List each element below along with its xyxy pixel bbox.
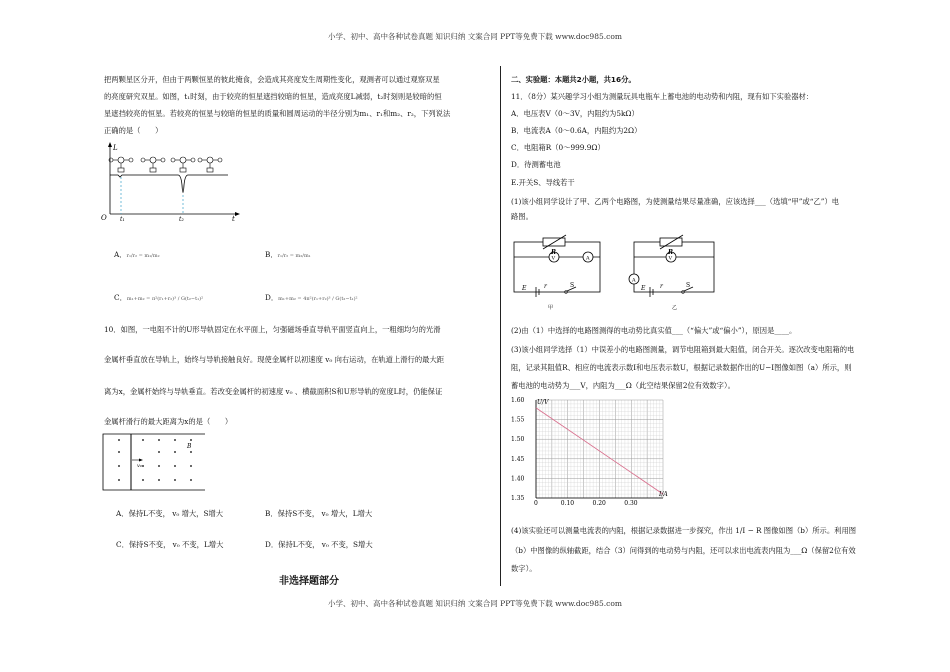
q9-option-d[interactable] (265, 293, 358, 303)
q9-xlabel: t (232, 215, 235, 222)
page-footer: 小学、初中、高中各种试卷真题 知识归纳 文案合同 PPT等免费下载 www.doc985.com (328, 599, 622, 608)
equipment-item: C．电阻箱R（0～999.9Ω） (511, 143, 605, 152)
u-i-chart (508, 394, 678, 506)
q10-text-line: 10．如图，一电阻不计的U形导轨固定在水平面上，匀强磁场垂直导轨平面竖直向上，一粗细均匀的光滑 (104, 325, 441, 334)
q10-b-label: B (187, 443, 192, 450)
equipment-item: B．电流表A（0～0.6A，内阻约为2Ω） (511, 126, 642, 135)
q9-option-d-expr: m₁+m₂ = 4π²(r₁+r₂)³ / G(t₂−t₁)² (278, 296, 358, 302)
circuit-diagrams (508, 232, 718, 312)
q11-part1-line: 路图。 (511, 212, 533, 221)
circuit-jia-caption: 甲 (548, 305, 554, 311)
q11-part3-line: 阻，记录其阻值R、相应的电流表示数I和电压表示数U，根据记录数据作出的U−I图像如图（a）所示，则 (511, 363, 852, 372)
q10-v0-label: v₀ (137, 463, 142, 469)
q11-part4-line: 数字）。 (511, 564, 537, 573)
q9-t1-label: t₁ (120, 216, 125, 222)
q10-text-line: 离为x，金属杆始终与导轨垂直。若改变金属杆的初速度 v₀ 、横截面积S和U形导轨的宽度L时，仍能保证 (104, 387, 443, 396)
q9-text-line: 的亮度研究双星。如图，t₁时刻，由于较亮的恒星遮挡较暗的恒星，造成亮度L减弱，t₂时刻则是较暗的恒 (104, 92, 442, 101)
q9-option-a-expr: r₁/r₂ = m₁/m₂ (126, 253, 160, 259)
chart-y-tick-label: 1.60 (511, 397, 525, 404)
q11-part4-line: （b）中图像的纵轴截距，结合（3）问得到的电动势与内阻，还可以求出电流表内阻为___Ω（保留2位有效 (511, 546, 856, 555)
q10-rail-figure (101, 432, 209, 492)
q10-option-d[interactable]: D．保持L不变， v₀ 不变，S增大 (265, 540, 373, 549)
chart-y-tick-label: 1.40 (511, 475, 525, 483)
q9-option-a[interactable] (114, 250, 160, 260)
q9-text-line: 正确的是（ ） (104, 126, 163, 135)
q11-part1-line: (1)该小组同学设计了甲、乙两个电路图，为使测量结果尽量准确，应该选择___（选填“甲”或“乙”）电 (511, 197, 840, 206)
circuit-jia-a-label: A (586, 255, 590, 262)
q11-part3-line: 蓄电池的电动势为___V，内阻为___Ω（此空结果保留2位有效数字）。 (511, 381, 735, 390)
chart-x-tick-label: 0.10 (560, 500, 575, 506)
chart-xlabel: I/A (659, 491, 668, 498)
q10-option-c[interactable]: C．保持S不变， v₀ 不变，L增大 (116, 540, 224, 549)
chart-y-tick-label: 1.45 (511, 455, 525, 463)
q9-t2-label: t₂ (179, 216, 184, 222)
circuit-jia-r-label: R (551, 249, 556, 256)
q11-part4-line: (4)该实验还可以测量电流表的内阻，根据记录数据进一步探究，作出 1/I − R 图像如图（b）所示。利用图 (511, 526, 857, 535)
q9-light-curve-figure (98, 140, 248, 222)
q9-option-c[interactable] (114, 293, 203, 303)
q9-option-b-label: B． (265, 250, 278, 259)
circuit-yi-a-label: A (632, 277, 636, 284)
chart-grid (536, 400, 663, 498)
circuit-jia-r-small-label: r (544, 283, 547, 290)
circuit-yi-e-label: E (641, 285, 646, 292)
page-header: 小学、初中、高中各种试卷真题 知识归纳 文案合同 PPT等免费下载 www.doc985.com (328, 32, 622, 41)
circuit-yi-r-label: R (668, 249, 673, 256)
chart-y-tick-label: 1.50 (511, 436, 525, 444)
q9-option-c-label: C． (114, 293, 127, 302)
circuit-yi-s-label: S (686, 282, 691, 289)
chart-y-tick-label: 1.55 (511, 416, 525, 424)
section-title-non-choice: 非选择题部分 (279, 576, 339, 587)
q9-option-b-expr: r₁/r₂ = m₂/m₁ (277, 253, 311, 259)
column-divider (500, 66, 501, 586)
chart-y-tick-label: 1.35 (511, 495, 525, 502)
q10-text-line: 金属杆滑行的最大距离为x的是（ ） (104, 417, 233, 426)
chart-x-tick-label: 0.30 (624, 500, 638, 506)
q9-origin: O (101, 214, 107, 222)
q9-option-a-label: A． (114, 250, 127, 259)
equipment-item: D．待测蓄电池 (511, 160, 561, 169)
chart-x-tick-label: 0.20 (592, 500, 606, 506)
circuit-yi-r-small-label: r (660, 283, 663, 290)
circuit-jia-s-label: S (570, 282, 575, 289)
q9-option-d-label: D． (265, 293, 279, 302)
q9-option-b[interactable] (265, 250, 311, 260)
chart-ylabel: U/V (537, 399, 549, 406)
circuit-yi-caption: 乙 (672, 305, 678, 311)
q9-text-line: 星遮挡较亮的恒星。若较亮的恒星与较暗的恒星的质量和圆周运动的半径分别为m₁、r₁和m₂、r₂，下列说法 (104, 109, 451, 118)
q9-option-c-expr: m₁+m₂ = π²(r₁+r₂)³ / G(t₂−t₁)² (126, 296, 204, 302)
q10-text-line: 金属杆垂直放在导轨上，始终与导轨接触良好。现使金属杆以初速度 v₀ 向右运动，在轨道上滑行的最大距 (104, 355, 445, 364)
section-heading: 二、实验题：本题共2小题，共16分。 (511, 75, 636, 84)
q11-part2: (2)由（1）中选择的电路图测得的电动势比真实值___（“偏大”或“偏小”），原因是____。 (511, 326, 797, 335)
q10-option-b[interactable]: B．保持S不变， v₀ 增大，L增大 (265, 509, 373, 518)
equipment-item: A．电压表V（0～3V，内阻约为5kΩ） (511, 109, 639, 118)
chart-x-tick-label: 0 (534, 500, 538, 506)
circuit-jia-v-label: V (551, 255, 556, 262)
circuit-jia-e-label: E (522, 285, 527, 292)
q11-part3-line: (3)该小组同学选择（1）中误差小的电路图测量，调节电阻箱到最大阻值，闭合开关。逐次改变电阻箱的电 (511, 345, 855, 354)
circuit-yi-v-label: V (668, 255, 673, 262)
q10-option-a[interactable]: A．保持L不变， v₀ 增大，S增大 (116, 509, 224, 518)
q9-text-line: 把两颗星区分开，但由于两颗恒星的彼此掩食，会造成其亮度发生周期性变化，观测者可以通过观察双星 (104, 75, 440, 84)
q9-ylabel: L (113, 144, 118, 152)
equipment-item: E.开关S、导线若干 (511, 178, 575, 187)
q11-intro: 11．（8分）某兴趣学习小组为测量玩具电瓶车上蓄电池的电动势和内阻，现有如下实验器材： (511, 92, 814, 101)
